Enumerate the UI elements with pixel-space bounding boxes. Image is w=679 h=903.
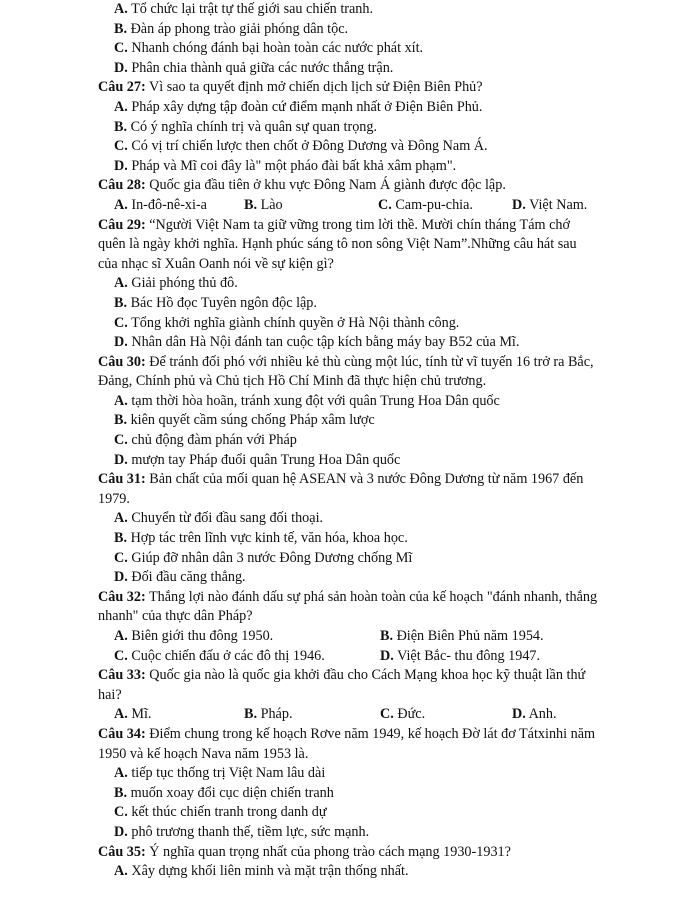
q29-option-d: D. Nhân dân Hà Nội đánh tan cuộc tập kích bằng máy bay B52 của Mĩ. — [114, 334, 520, 351]
q27-option-d: D. Pháp và Mĩ coi đây là" một pháo đài bất khả xâm phạm". — [114, 157, 457, 174]
q34-question-line-1: Câu 34: Điểm chung trong kế hoạch Rơve năm 1949, kế hoạch Đờ lát đơ Tátxinhi năm — [98, 725, 596, 742]
q31-option-b: B. Hợp tác trên lĩnh vực kinh tế, văn hóa, khoa học. — [114, 530, 408, 547]
q31-option-d: D. Đối đầu căng thẳng. — [114, 569, 246, 586]
q32-options-row-2 — [0, 647, 679, 667]
q31-option-a: A. Chuyển từ đối đầu sang đối thoại. — [114, 510, 324, 527]
q32-options-row-1 — [0, 627, 679, 647]
q34-option-a: A. tiếp tục thống trị Việt Nam lâu dài — [114, 765, 326, 782]
q34-question-line-2: 1950 và kế hoạch Nava năm 1953 là. — [98, 745, 309, 762]
q27-option-c: C. Có vị trí chiến lược then chốt ở Đông Dương và Đông Nam Á. — [114, 138, 488, 155]
q31-option-c: C. Giúp đỡ nhân dân 3 nước Đông Dương chống Mĩ — [114, 549, 413, 566]
q33-options — [0, 705, 679, 725]
q28-question: Câu 28: Quốc gia đầu tiên ở khu vực Đông Nam Á giành được độc lập. — [98, 177, 506, 194]
q27-question: Câu 27: Vì sao ta quyết định mở chiến dịch lịch sử Điện Biên Phủ? — [98, 79, 483, 96]
q26-option-d: D. Phân chia thành quả giữa các nước thắng trận. — [114, 59, 394, 76]
q28-option-c: C. Cam-pu-chia. — [378, 196, 473, 213]
q34-option-c: C. kết thúc chiến tranh trong danh dự — [114, 804, 327, 821]
q35-option-a: A. Xây dựng khối liên minh và mặt trận thống nhất. — [114, 863, 409, 880]
q28-option-b: B. Lào — [244, 196, 283, 213]
q29-option-c: C. Tổng khởi nghĩa giành chính quyền ở Hà Nội thành công. — [114, 314, 460, 331]
q28-option-a: A. In-đô-nê-xi-a — [114, 196, 207, 213]
q27-option-b: B. Có ý nghĩa chính trị và quân sự quan trọng. — [114, 118, 378, 135]
q29-question-line-3: của nhạc sĩ Xuân Oanh nói về sự kiện gì? — [98, 255, 334, 272]
q29-question-line-2: quên là ngày khởi nghĩa. Hạnh phúc sáng tô non sông Việt Nam”.Những câu hát sau — [98, 236, 577, 253]
q33-question-line-1: Câu 33: Quốc gia nào là quốc gia khởi đầu cho Cách Mạng khoa học kỹ thuật lần thứ — [98, 667, 586, 684]
q32-option-c: C. Cuộc chiến đấu ở các đô thị 1946. — [114, 647, 325, 664]
q33-question-line-2: hai? — [98, 686, 122, 703]
q32-question-line-2: nhanh" của thực dân Pháp? — [98, 608, 253, 625]
q28-options — [0, 196, 679, 216]
q29-question-line-1: Câu 29: “Người Việt Nam ta giữ vững trong tim lời thề. Mười chín tháng Tám chớ — [98, 216, 570, 233]
q32-option-a: A. Biên giới thu đông 1950. — [114, 628, 274, 644]
q29-option-b: B. Bác Hồ đọc Tuyên ngôn độc lập. — [114, 294, 317, 311]
q31-question-line-1: Câu 31: Bản chất của mối quan hệ ASEAN và 3 nước Đông Dương từ năm 1967 đến — [98, 471, 584, 488]
q32-question-line-1: Câu 32: Thắng lợi nào đánh dấu sự phá sản hoàn toàn của kế hoạch "đánh nhanh, thắng — [98, 588, 598, 605]
q30-question-line-2: Đảng, Chính phủ và Chủ tịch Hồ Chí Minh đã thực hiện chủ trương. — [98, 373, 487, 390]
q30-option-b: B. kiên quyết cầm súng chống Pháp xâm lược — [114, 412, 375, 429]
q34-option-b: B. muốn xoay đổi cục diện chiến tranh — [114, 784, 334, 801]
q35-question: Câu 35: Ý nghĩa quan trọng nhất của phong trào cách mạng 1930-1931? — [98, 843, 511, 860]
q33-option-a: A. Mĩ. — [114, 706, 152, 723]
q33-option-d: D. Anh. — [512, 706, 557, 723]
q28-option-d: D. Việt Nam. — [512, 196, 588, 213]
q30-option-a: A. tạm thời hòa hoãn, tránh xung đột với quân Trung Hoa Dân quốc — [114, 392, 500, 409]
q32-option-b: B. Điện Biên Phủ năm 1954. — [380, 628, 544, 644]
q30-option-c: C. chủ động đàm phán với Pháp — [114, 432, 297, 449]
q26-option-a: A. Tổ chức lại trật tự thế giới sau chiến tranh. — [114, 1, 374, 17]
q26-option-c: C. Nhanh chóng đánh bại hoàn toàn các nước phát xít. — [114, 40, 424, 57]
q33-option-c: C. Đức. — [380, 706, 426, 723]
q30-question-line-1: Câu 30: Để tránh đối phó với nhiều kẻ thù cùng một lúc, tính từ vĩ tuyến 16 trở ra Bắc, — [98, 353, 594, 370]
q33-option-b: B. Pháp. — [244, 706, 293, 723]
q32-option-d: D. Việt Bắc- thu đông 1947. — [380, 647, 541, 664]
q26-option-b: B. Đàn áp phong trào giải phóng dân tộc. — [114, 20, 349, 37]
q31-question-line-2: 1979. — [98, 490, 130, 507]
q30-option-d: D. mượn tay Pháp đuổi quân Trung Hoa Dân quốc — [114, 451, 401, 468]
q29-option-a: A. Giải phóng thủ đô. — [114, 275, 238, 292]
q34-option-d: D. phô trương thanh thế, tiềm lực, sức mạnh. — [114, 823, 370, 840]
q27-option-a: A. Pháp xây dựng tập đoàn cứ điểm mạnh nhất ở Điện Biên Phủ. — [114, 98, 483, 115]
